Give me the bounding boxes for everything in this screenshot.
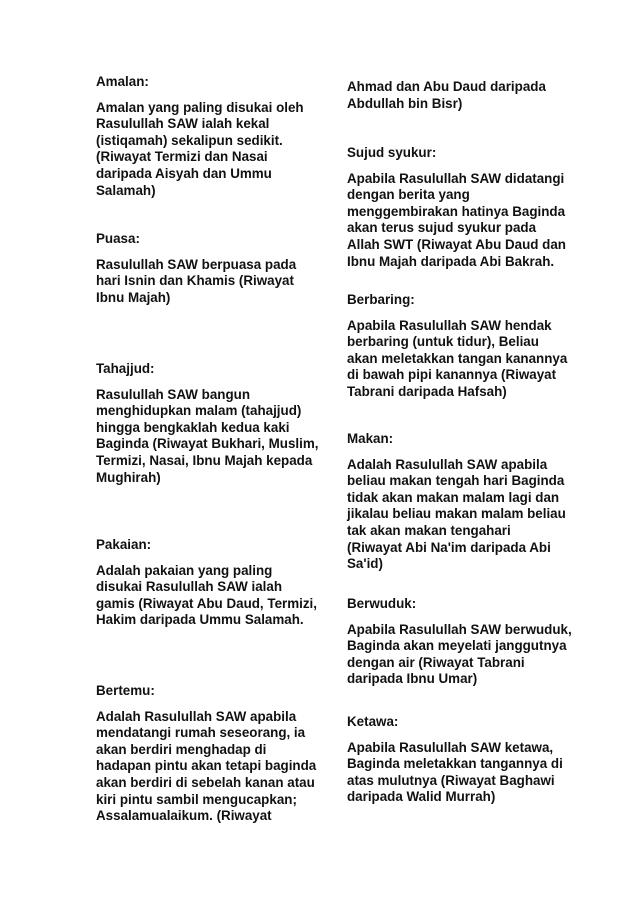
section-text: Apabila Rasulullah SAW ketawa, Baginda meletakkan tangannya di atas mulutnya (Riwayat Baghawi daripada Walid Murrah) [347, 739, 563, 805]
section-text: Apabila Rasulullah SAW berwuduk, Baginda akan meyelati janggutnya dengan air (Riwayat Tabrani daripada Ibnu Umar) [347, 621, 572, 687]
section-heading: Makan: [347, 431, 394, 446]
section-puasa [96, 231, 328, 306]
section-tahajjud [96, 361, 328, 486]
section-heading: Tahajjud: [96, 361, 155, 376]
section-amalan [96, 74, 328, 199]
section-text: Adalah pakaian yang paling disukai Rasulullah SAW ialah gamis (Riwayat Abu Daud, Termizi, Hakim daripada Ummu Salamah. [96, 562, 317, 628]
section-text: Adalah Rasulullah SAW apabila beliau makan tengah hari Baginda tidak akan makan malam lagi dan jikalau beliau makan malam beliau tak akan makan tengahari (Riwayat Abi Na'im daripada Abi Sa'id) [347, 456, 566, 572]
section-text: Rasulullah SAW berpuasa pada hari Isnin dan Khamis (Riwayat Ibnu Majah) [96, 256, 297, 305]
section-sujud-syukur [347, 145, 579, 270]
section-pakaian [96, 537, 328, 629]
section-text: Adalah Rasulullah SAW apabila mendatangi rumah seseorang, ia akan berdiri menghadap di hadapan pintu akan tetapi baginda akan berdiri di sebelah kanan atau kiri pintu sambil mengucapkan; Assalamualaikum. (Riwayat [96, 708, 317, 824]
section-berwuduk [347, 596, 579, 688]
section-makan [347, 431, 579, 573]
section-ketawa [347, 714, 579, 806]
section-text: Amalan yang paling disukai oleh Rasulullah SAW ialah kekal (istiqamah) sekalipun sedikit. (Riwayat Termizi dan Nasai daripada Aisyah dan Ummu Salamah) [96, 99, 304, 198]
section-heading: Berwuduk: [347, 596, 417, 611]
section-continued [347, 79, 579, 112]
section-heading: Amalan: [96, 74, 149, 89]
section-text: Rasulullah SAW bangun menghidupkan malam (tahajjud) hingga bengkaklah kedua kaki Baginda (Riwayat Bukhari, Muslim, Termizi, Nasai, Ibnu Majah kepada Mughirah) [96, 386, 319, 485]
section-heading: Sujud syukur: [347, 145, 437, 160]
section-heading: Puasa: [96, 231, 140, 246]
section-heading: Bertemu: [96, 683, 155, 698]
section-heading: Ketawa: [347, 714, 399, 729]
section-text: Apabila Rasulullah SAW didatangi dengan berita yang menggembirakan hatinya Baginda akan terus sujud syukur pada Allah SWT (Riwayat Abu Daud dan Ibnu Majah daripada Abi Bakrah. [347, 170, 566, 269]
section-text: Apabila Rasulullah SAW hendak berbaring (untuk tidur), Beliau akan meletakkan tangan kanannya di bawah pipi kanannya (Riwayat Tabrani daripada Hafsah) [347, 317, 568, 399]
section-heading: Pakaian: [96, 537, 152, 552]
section-heading: Berbaring: [347, 292, 415, 307]
section-text: Ahmad dan Abu Daud daripada Abdullah bin Bisr) [347, 79, 546, 111]
section-bertemu [96, 683, 328, 825]
section-berbaring [347, 292, 579, 401]
